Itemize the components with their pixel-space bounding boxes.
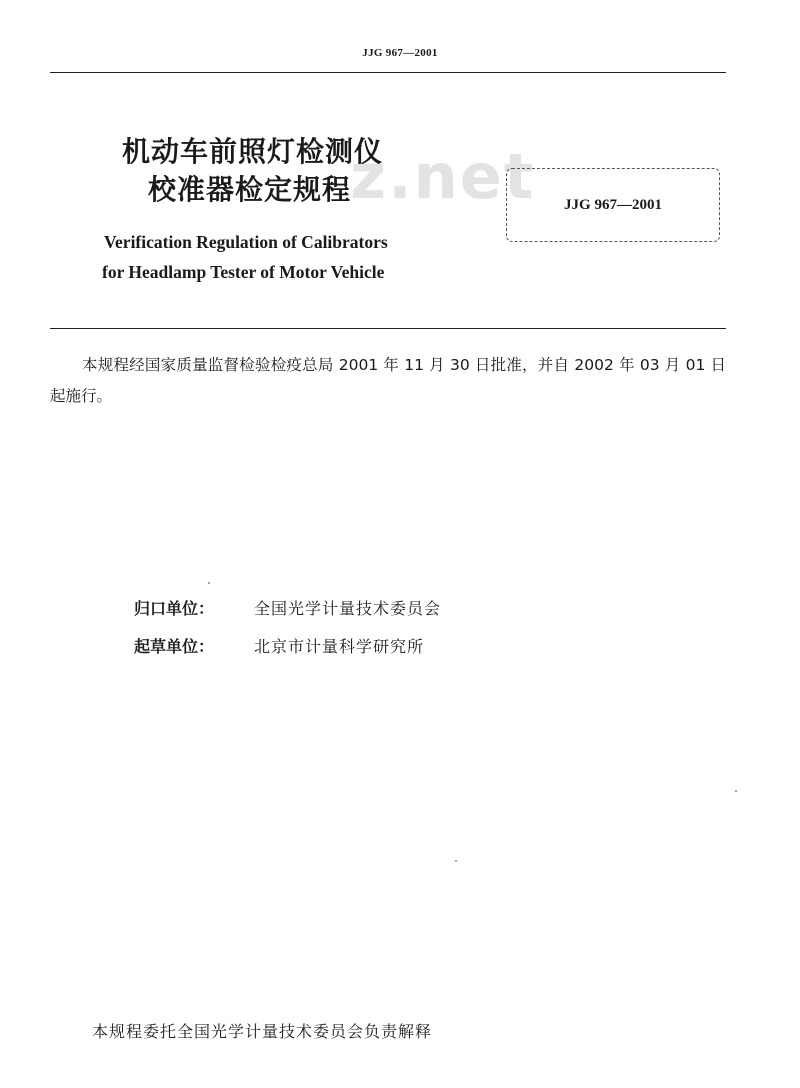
drafting-unit-row xyxy=(134,634,424,657)
title-rule xyxy=(50,328,726,329)
responsible-unit-value: 全国光学计量技术委员会 xyxy=(254,599,442,618)
approval-paragraph: 本规程经国家质量监督检验检疫总局 2001 年 11 月 30 日批准，并自 2002 年 03 月 01 日起施行。 xyxy=(50,356,726,405)
title-en-line-1: Verification Regulation of Calibrators xyxy=(104,232,388,252)
header-rule xyxy=(50,72,726,73)
watermark: z.net xyxy=(350,140,536,213)
interpretation-note: 本规程委托全国光学计量技术委员会负责解释 xyxy=(92,1022,433,1041)
title-cn-line-2: 校准器检定规程 xyxy=(148,173,352,206)
drafting-unit-label: 起草单位： xyxy=(134,637,215,656)
responsible-unit-row xyxy=(134,596,441,619)
scan-speck xyxy=(208,582,210,584)
scan-speck xyxy=(735,790,737,792)
running-header: JJG 967—2001 xyxy=(362,47,438,59)
drafting-unit-value: 北京市计量科学研究所 xyxy=(254,637,425,656)
title-en-line-2: for Headlamp Tester of Motor Vehicle xyxy=(102,262,385,282)
scan-speck xyxy=(455,860,457,862)
regulation-code: JJG 967—2001 xyxy=(564,196,662,213)
responsible-unit-label: 归口单位： xyxy=(134,599,215,618)
regulation-code-box xyxy=(506,168,720,242)
title-cn-line-1: 机动车前照灯检测仪 xyxy=(122,135,384,168)
